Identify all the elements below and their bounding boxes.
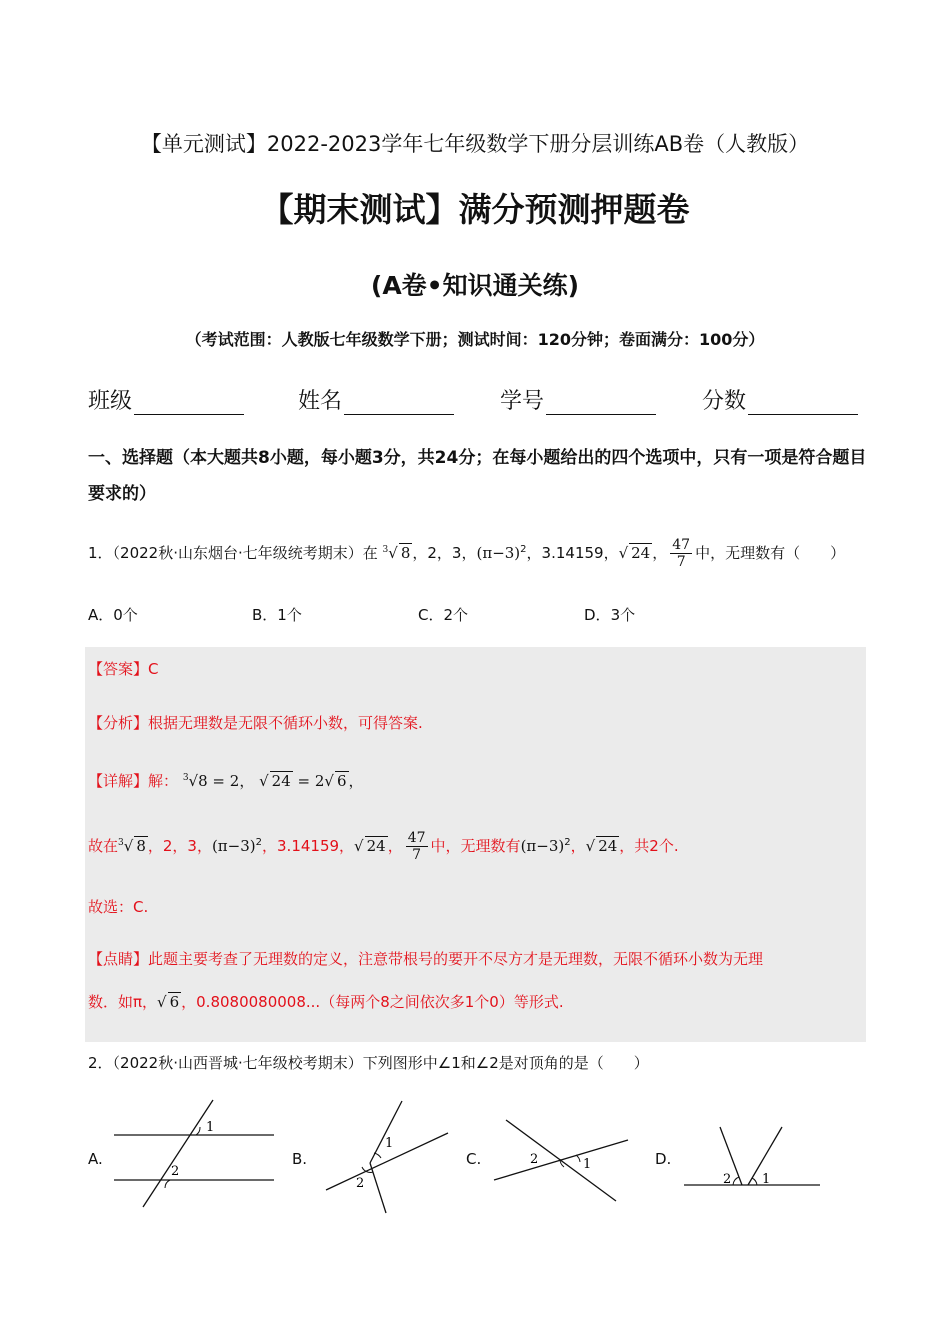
pi-expression: (π−3)	[211, 837, 256, 855]
name-field[interactable]	[298, 384, 454, 415]
conclusion-text: 中，无理数有	[430, 837, 521, 855]
figure-c-diagram[interactable]	[488, 1095, 638, 1215]
denominator: 7	[412, 847, 422, 863]
conclusion-text: ，2，3，	[147, 837, 212, 855]
option-b[interactable]	[252, 604, 302, 625]
numerator: 47	[407, 830, 426, 846]
angle-arc	[752, 1178, 757, 1185]
option-key: D．	[584, 606, 611, 624]
name-label: 姓名	[298, 389, 343, 414]
analysis-tag: 【分析】	[88, 714, 149, 732]
question-number: 2．	[88, 1054, 113, 1072]
option-d[interactable]	[584, 604, 635, 625]
detail-line: 【详解】解： $^3$√8 = 2， √ 24 = 2√ 6 ，	[88, 772, 364, 790]
option-c[interactable]	[418, 604, 468, 625]
score-label: 分数	[702, 389, 747, 414]
section-heading: 一、选择题（本大题共8小题，每小题3分，共24分；在每小题给出的四个选项中，只有一项是符合题目要求的）	[88, 448, 867, 504]
angle-1-label: 1	[206, 1120, 215, 1135]
note-text: ，0.8080080008...（每两个8之间依次多1个0）等形式.	[181, 993, 564, 1011]
note-line-2	[88, 991, 564, 1012]
figure-d-label[interactable]: D.	[655, 1150, 672, 1168]
answer-value: C	[148, 660, 159, 678]
figure-b-diagram[interactable]	[318, 1095, 453, 1215]
conclusion-text: ，3.14159，	[262, 837, 355, 855]
numerator: 47	[672, 537, 691, 553]
option-key: A．	[88, 606, 114, 624]
conclusion-line	[88, 830, 679, 863]
fraction	[406, 830, 428, 863]
score-blank[interactable]	[748, 392, 858, 415]
exponent: 2	[255, 837, 263, 848]
cube-root-sign: $^3$√	[118, 837, 134, 855]
figure-a-label[interactable]: A.	[88, 1150, 103, 1168]
question-text: （2022秋·山西晋城·七年级校考期末）下列图形中∠1和∠2是对顶角的是（ ）	[112, 1054, 649, 1072]
option-text: 2个	[443, 606, 469, 624]
fraction	[670, 537, 692, 570]
angle-1-label: 1	[583, 1157, 592, 1172]
angle-arc	[374, 1153, 381, 1158]
sqrt-sign: √	[585, 837, 596, 855]
name-blank[interactable]	[344, 392, 454, 415]
separator: ，	[570, 837, 586, 855]
detail-text: 解：	[148, 772, 179, 790]
analysis-text: 根据无理数是无限不循环小数，可得答案.	[148, 714, 423, 732]
document-subtitle: 【单元测试】2022-2023学年七年级数学下册分层训练AB卷（人教版）	[140, 132, 810, 156]
question-text: （2022秋·山东烟台·七年级统考期末）在	[112, 544, 378, 562]
radicand: 24	[366, 837, 386, 855]
exponent: 2	[520, 544, 527, 555]
angle-2-label: 2	[723, 1172, 732, 1187]
transversal-line	[143, 1100, 213, 1207]
option-key: C．	[418, 606, 444, 624]
sqrt-sign: √	[354, 837, 364, 855]
cube-root-sign: $^3$√	[182, 772, 199, 790]
detail-tag: 【详解】	[88, 772, 149, 790]
sqrt-sign: √	[324, 772, 334, 790]
option-key: B．	[252, 606, 278, 624]
class-field[interactable]	[88, 384, 244, 415]
volume-label: (A卷•知识通关练)	[370, 271, 580, 300]
question-text: ，3.14159，	[526, 544, 619, 562]
separator: ，	[652, 544, 668, 562]
figure-c-label[interactable]: C.	[466, 1150, 482, 1168]
angle-arc	[165, 1180, 170, 1188]
question-1	[88, 537, 845, 570]
radicand: 24	[631, 544, 651, 562]
angle-2-label: 2	[171, 1164, 180, 1179]
line-2	[494, 1140, 628, 1180]
note-line-1	[88, 948, 763, 969]
answer-tag: 【答案】	[88, 660, 149, 678]
radicand: 24	[271, 772, 291, 790]
radicand: 8	[136, 837, 146, 855]
note-text: 数．如π，	[88, 993, 158, 1011]
cube-root-sign: $^3$√	[382, 544, 398, 562]
question-text: 中，无理数有（ ）	[695, 544, 846, 562]
document-title: 【期末测试】满分预测押题卷	[260, 190, 690, 229]
separator: ，	[387, 837, 403, 855]
score-field[interactable]	[702, 384, 858, 415]
radicand: 6	[336, 772, 347, 790]
conclusion-text: ，共2个.	[619, 837, 679, 855]
angle-arc	[196, 1127, 200, 1135]
angle-2-label: 2	[356, 1176, 365, 1191]
note-text: 此题主要考查了无理数的定义，注意带根号的要开不尽方才是无理数，无限不循环小数为无理	[148, 950, 764, 968]
figure-d-diagram[interactable]	[680, 1095, 825, 1215]
angle-2-label: 2	[530, 1152, 539, 1167]
radicand: 8	[400, 544, 411, 562]
choice-line: 故选：C.	[88, 898, 149, 916]
class-label: 班级	[88, 389, 133, 414]
angle-arc	[576, 1155, 580, 1162]
option-text: 1个	[277, 606, 302, 624]
pi-expression: (π−3)	[520, 837, 565, 855]
angle-1-label: 1	[762, 1172, 771, 1187]
denominator: 7	[676, 554, 686, 570]
figure-b-label[interactable]: B.	[292, 1150, 308, 1168]
student-id-field[interactable]	[500, 384, 656, 415]
question-text: ，2，3，	[412, 544, 477, 562]
figure-a-diagram[interactable]	[108, 1095, 283, 1215]
angle-1-label: 1	[385, 1136, 394, 1151]
option-text: 0个	[113, 606, 138, 624]
radicand: 6	[169, 993, 180, 1011]
equation: 8 = 2	[198, 772, 240, 790]
student-id-blank[interactable]	[546, 392, 656, 415]
conclusion-text: 故在	[88, 837, 119, 855]
question-2	[88, 1052, 649, 1073]
question-number: 1．	[88, 544, 113, 562]
radicand: 24	[598, 837, 618, 855]
ray-3	[370, 1163, 386, 1213]
class-blank[interactable]	[134, 392, 244, 415]
option-text: 3个	[610, 606, 636, 624]
sqrt-sign: √	[259, 772, 269, 790]
pi-expression: (π−3)	[476, 544, 521, 562]
exam-scope: （考试范围：人教版七年级数学下册；测试时间：120分钟；卷面满分：100分）	[185, 330, 765, 349]
student-id-label: 学号	[500, 389, 545, 414]
option-a[interactable]	[88, 604, 138, 625]
exponent: 2	[564, 837, 571, 848]
answer-line	[88, 658, 159, 679]
note-tag: 【点睛】	[88, 950, 149, 968]
angle-arc	[733, 1177, 739, 1185]
sqrt-sign: √	[157, 993, 167, 1011]
sqrt-sign: √	[618, 544, 629, 562]
equation: = 2	[292, 772, 325, 790]
analysis-line	[88, 712, 423, 733]
